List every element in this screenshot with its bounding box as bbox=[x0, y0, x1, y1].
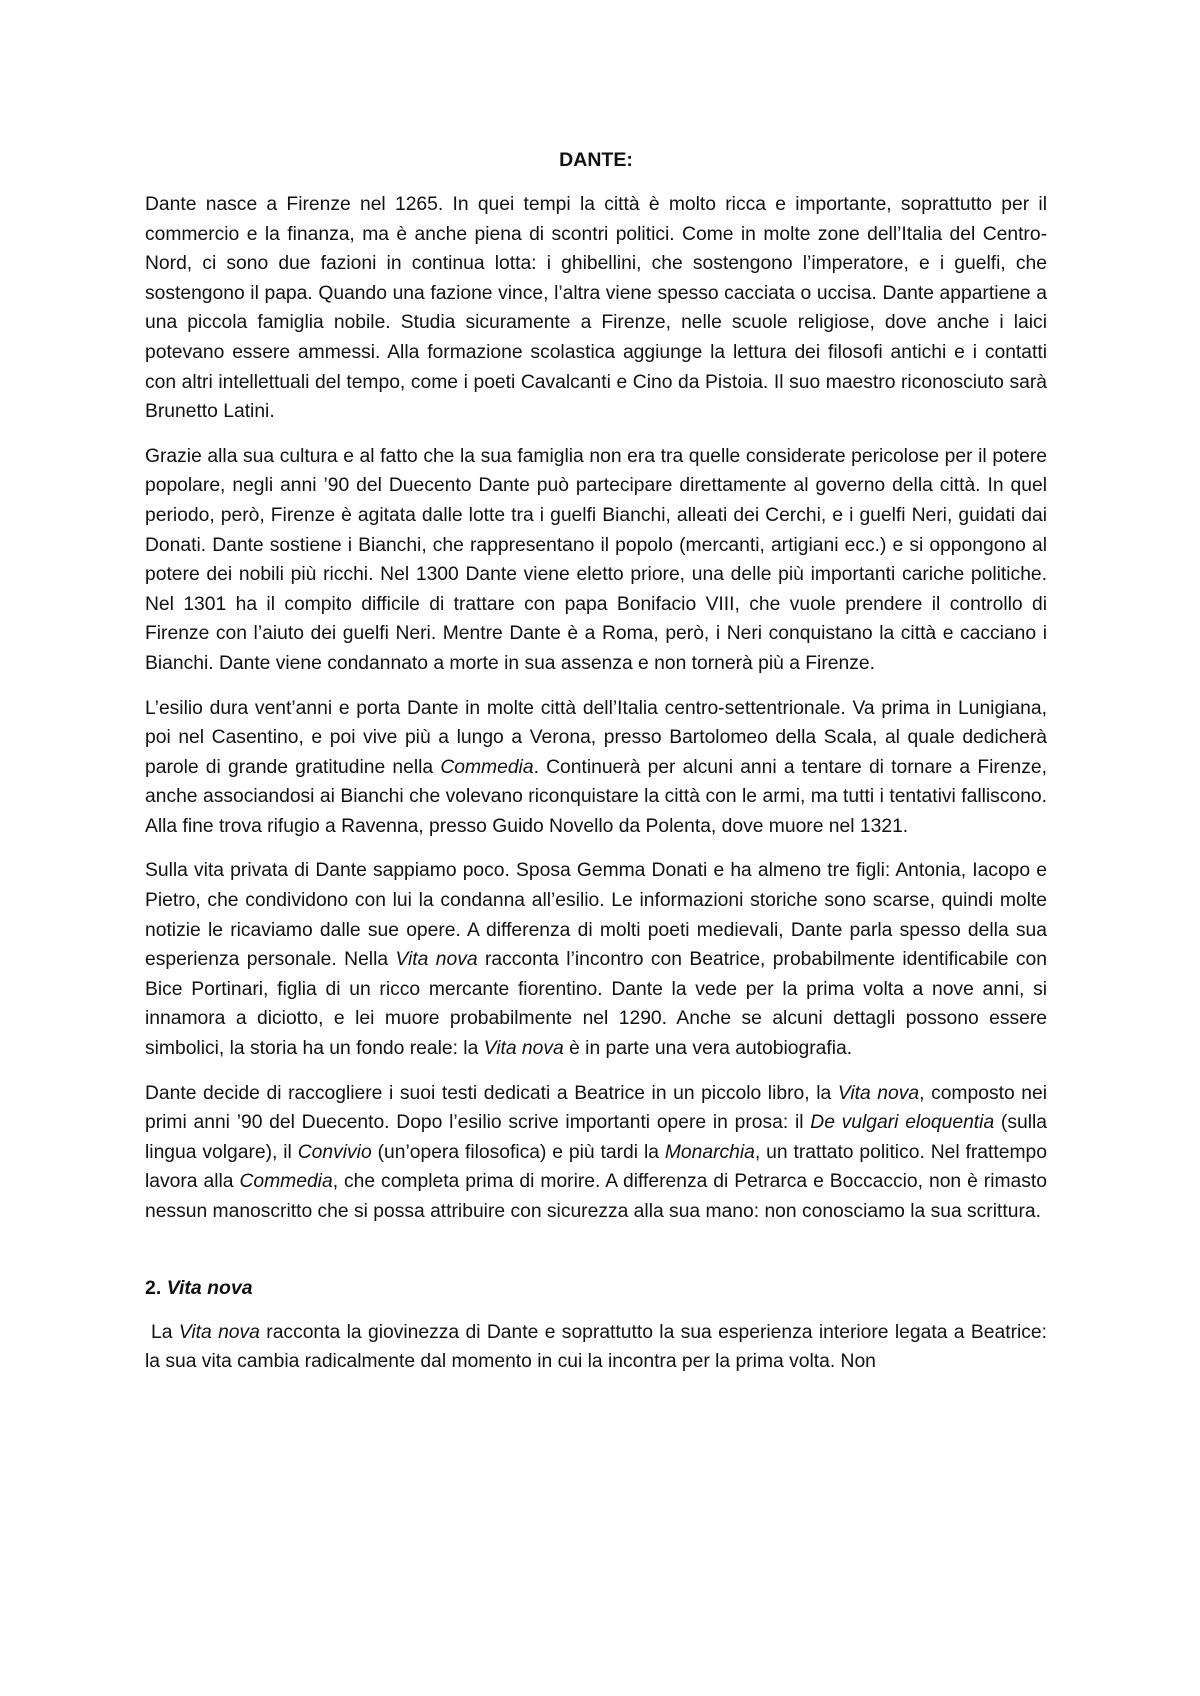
section-number: 2. bbox=[145, 1276, 162, 1299]
paragraph-1 bbox=[145, 190, 1047, 427]
work-title-italic: Vita nova bbox=[483, 1038, 564, 1060]
paragraph-text: Dante nasce a Firenze nel 1265. In quei tempi la città è molto ricca e importante, soprattutto per il commercio e la finanza, ma è anche piena di scontri politici. Come in molte zone dell’Italia del Centro-Nord, ci sono due fazioni in continua lotta: i ghibellini, che sostengono l’imperatore, e i guelfi, che sostengono il papa. Quando una fazione vince, l’altra viene spesso cacciata o uccisa. Dante appartiene a una piccola famiglia nobile. Studia sicuramente a Firenze, nelle scuole religiose, dove anche i laici potevano essere ammessi. Alla formazione scolastica aggiunge la lettura dei filosofi antichi e i contatti con altri intellettuali del tempo, come i poeti Cavalcanti e Cino da Pistoia. Il suo maestro riconosciuto sarà Brunetto Latini. bbox=[145, 194, 1047, 423]
document-content bbox=[145, 145, 1047, 1392]
work-title-italic: Commedia bbox=[440, 756, 534, 778]
section-title: Vita nova bbox=[166, 1276, 253, 1299]
paragraph-text: , che completa prima di morire. A differenza di Petrarca e Boccaccio, non è rimasto nessun manoscritto che si possa attribuire con sicurezza alla sua mano: non conosciamo la sua scrittura. bbox=[145, 1171, 1047, 1222]
paragraph-3 bbox=[145, 694, 1047, 842]
paragraph-text: Sulla vita privata di Dante sappiamo poco. Sposa Gemma Donati e ha almeno tre figli: Antonia, Iacopo e Pietro, che condividono con lui la condanna all’esilio. Le informazioni storiche sono scarse, quindi molte notizie le ricaviamo dalle sue opere. A differenza di molti poeti medievali, Dante parla spesso della sua esperienza personale. Nella bbox=[145, 860, 1047, 971]
paragraph-4 bbox=[145, 856, 1047, 1063]
paragraph-text: (sulla lingua volgare), il bbox=[145, 1112, 1048, 1163]
paragraph-text: racconta la giovinezza di Dante e soprattutto la sua esperienza interiore legata a Beatrice: la sua vita cambia radicalmente dal momento in cui la incontra per la prima volta. Non bbox=[145, 1321, 1047, 1373]
paragraph-text: L’esilio dura vent’anni e porta Dante in molte città dell’Italia centro-settentrionale. Va prima in Lunigiana, poi nel Casentino, e poi vive più a lungo a Verona, presso Bartolomeo della Scala, al quale dedicherà parole di grande gratitudine nella bbox=[145, 697, 1047, 778]
paragraph-5 bbox=[145, 1079, 1047, 1227]
work-title-italic: Monarchia bbox=[664, 1141, 755, 1163]
paragraph-2 bbox=[145, 442, 1047, 679]
work-title-italic: Vita nova bbox=[395, 949, 478, 971]
work-title-italic: Vita nova bbox=[178, 1321, 260, 1343]
paragraph-text: La bbox=[151, 1321, 179, 1343]
paragraph-text: . Continuerà per alcuni anni a tentare di tornare a Firenze, anche associandosi ai Bianchi che volevano riconquistare la città con le armi, ma tutti i tentativi falliscono. Alla fine trova rifugio a Ravenna, presso Guido Novello da Polenta, dove muore nel 1321. bbox=[145, 756, 1047, 837]
section-heading bbox=[145, 1273, 1047, 1303]
work-title-italic: Vita nova bbox=[837, 1082, 920, 1104]
paragraph-text: , composto nei primi anni ’90 del Duecento. Dopo l’esilio scrive importanti opere in prosa: il bbox=[145, 1082, 1047, 1134]
section-paragraph bbox=[145, 1318, 1047, 1377]
work-title-italic: De vulgari eloquentia bbox=[810, 1112, 995, 1134]
paragraph-text: , un trattato politico. Nel frattempo lavora alla bbox=[145, 1141, 1047, 1193]
work-title-italic: Commedia bbox=[239, 1171, 333, 1193]
work-title-italic: Convivio bbox=[297, 1141, 372, 1163]
paragraph-text: Dante decide di raccogliere i suoi testi dedicati a Beatrice in un piccolo libro, la bbox=[145, 1082, 838, 1104]
paragraph-text: racconta l’incontro con Beatrice, probabilmente identificabile con Bice Portinari, figlia di un ricco mercante fiorentino. Dante la vede per la prima volta a nove anni, si innamora a diciotto, e lei muore probabilmente nel 1290. Anche se alcuni dettagli possono essere simbolici, la storia ha un fondo reale: la bbox=[145, 949, 1047, 1060]
document-title: DANTE: bbox=[559, 149, 633, 171]
paragraph-text: (un’opera filosofica) e più tardi la bbox=[371, 1141, 665, 1163]
paragraph-text: è in parte una vera autobiografia. bbox=[563, 1038, 853, 1060]
paragraph-text: Grazie alla sua cultura e al fatto che la sua famiglia non era tra quelle considerate pericolose per il potere popolare, negli anni ’90 del Duecento Dante può partecipare direttamente al governo della città. In quel periodo, però, Firenze è agitata dalle lotte tra i guelfi Bianchi, alleati dei Cerchi, e i guelfi Neri, guidati dai Donati. Dante sostiene i Bianchi, che rappresentano il popolo (mercanti, artigiani ecc.) e si oppongono al potere dei nobili più ricchi. Nel 1300 Dante viene eletto priore, una delle più importanti cariche politiche. Nel 1301 ha il compito difficile di trattare con papa Bonifacio VIII, che vuole prendere il controllo di Firenze con l’aiuto dei guelfi Neri. Mentre Dante è a Roma, però, i Neri conquistano la città e cacciano i Bianchi. Dante viene condannato a morte in sua assenza e non tornerà più a Firenze. bbox=[145, 445, 1047, 674]
